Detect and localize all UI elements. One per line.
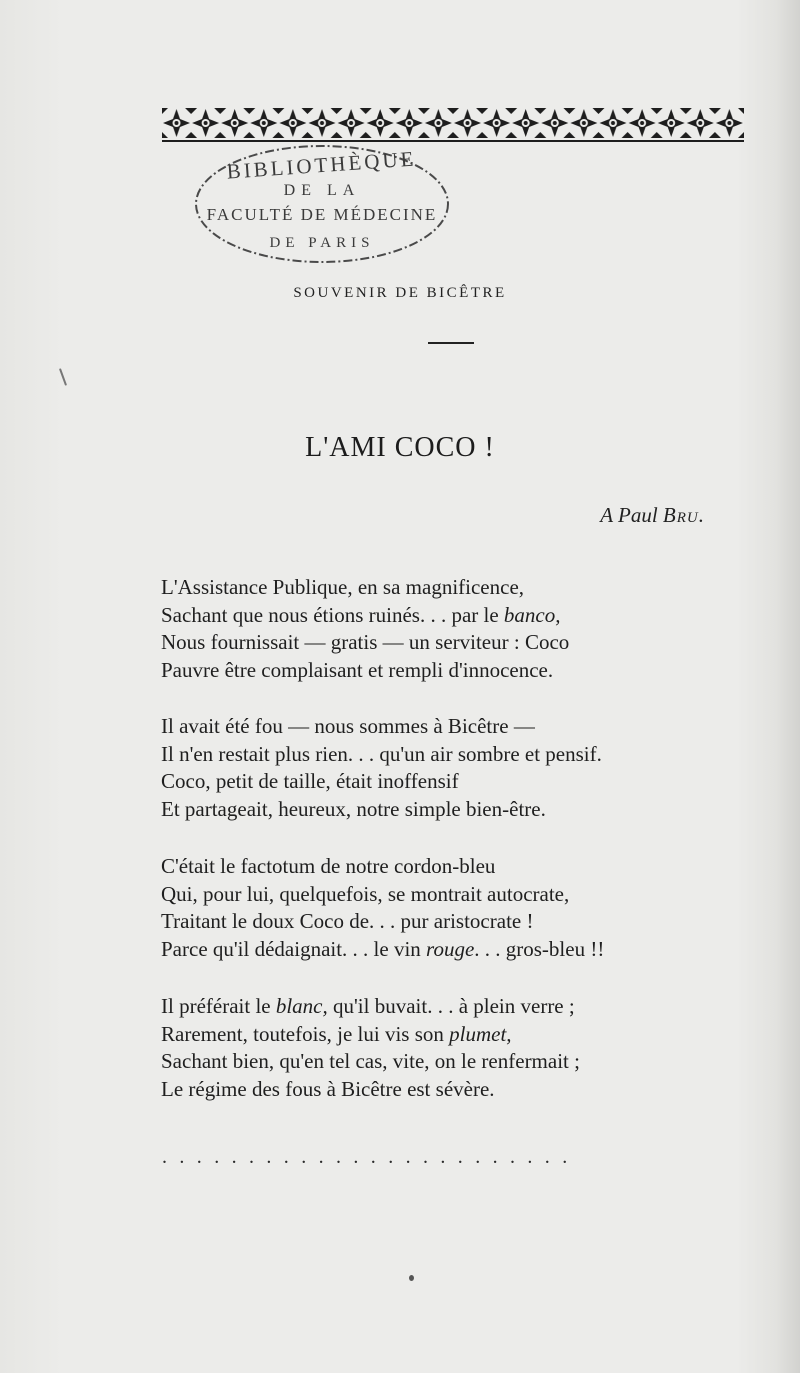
ellipsis-line: ........................ — [162, 1146, 580, 1168]
verse-line: Rarement, toutefois, je lui vis son plumet, — [161, 1021, 512, 1046]
verse-line: Traitant le doux Coco de. . . pur aristocrate ! — [161, 909, 534, 933]
verse-line: Le régime des fous à Bicêtre est sévère. — [161, 1076, 495, 1101]
verse-line: Il avait été fou — nous sommes à Bicêtre — — [161, 714, 535, 738]
verse-line: L'Assistance Publique, en sa magnificence, — [161, 575, 525, 599]
section-title: SOUVENIR DE BICÊTRE — [293, 285, 507, 301]
verse-line: Et partageait, heureux, notre simple bien-être. — [161, 796, 546, 821]
stamp-line-3: FACULTÉ DE MÉDECINE — [206, 205, 438, 224]
dedication-name: Bru. — [662, 503, 705, 527]
stamp-line-1: BIBLIOTHÈQUE — [225, 146, 418, 184]
dedication-prefix: A Paul — [600, 503, 663, 527]
verse-line: Coco, petit de taille, était inoffensif — [161, 769, 459, 793]
library-stamp — [190, 140, 455, 270]
poem-title: L'AMI COCO ! — [305, 432, 495, 463]
dedication — [600, 503, 705, 528]
ink-mark — [59, 368, 67, 386]
stanza-1 — [161, 574, 721, 684]
verse-line: Il préférait le blanc, qu'il buvait. . . à plein verre ; — [161, 994, 575, 1018]
verse-line: Il n'en restait plus rien. . . qu'un air sombre et pensif. — [161, 741, 602, 766]
ornamental-header-band — [162, 108, 744, 144]
verse-line: Sachant que nous étions ruinés. . . par le banco, — [161, 602, 561, 627]
verse-line: C'était le factotum de notre cordon-bleu — [161, 854, 496, 878]
stamp-line-4: DE PARIS — [269, 235, 375, 251]
verse-line: Sachant bien, qu'en tel cas, vite, on le renfermait ; — [161, 1049, 580, 1073]
verse-line: Nous fournissait — gratis — un serviteur : Coco — [161, 630, 570, 654]
verse-line: Qui, pour lui, quelquefois, se montrait autocrate, — [161, 881, 570, 906]
verse-line: Pauvre être complaisant et rempli d'innocence. — [161, 657, 554, 682]
ink-speck — [409, 1275, 414, 1281]
title-rule — [428, 342, 474, 344]
verse-line: Parce qu'il dédaignait. . . le vin rouge. . . gros-bleu !! — [161, 936, 605, 961]
stanza-3 — [161, 853, 721, 963]
stamp-line-2: DE LA — [283, 182, 361, 199]
stanza-4 — [161, 993, 721, 1103]
stanza-2 — [161, 713, 721, 823]
